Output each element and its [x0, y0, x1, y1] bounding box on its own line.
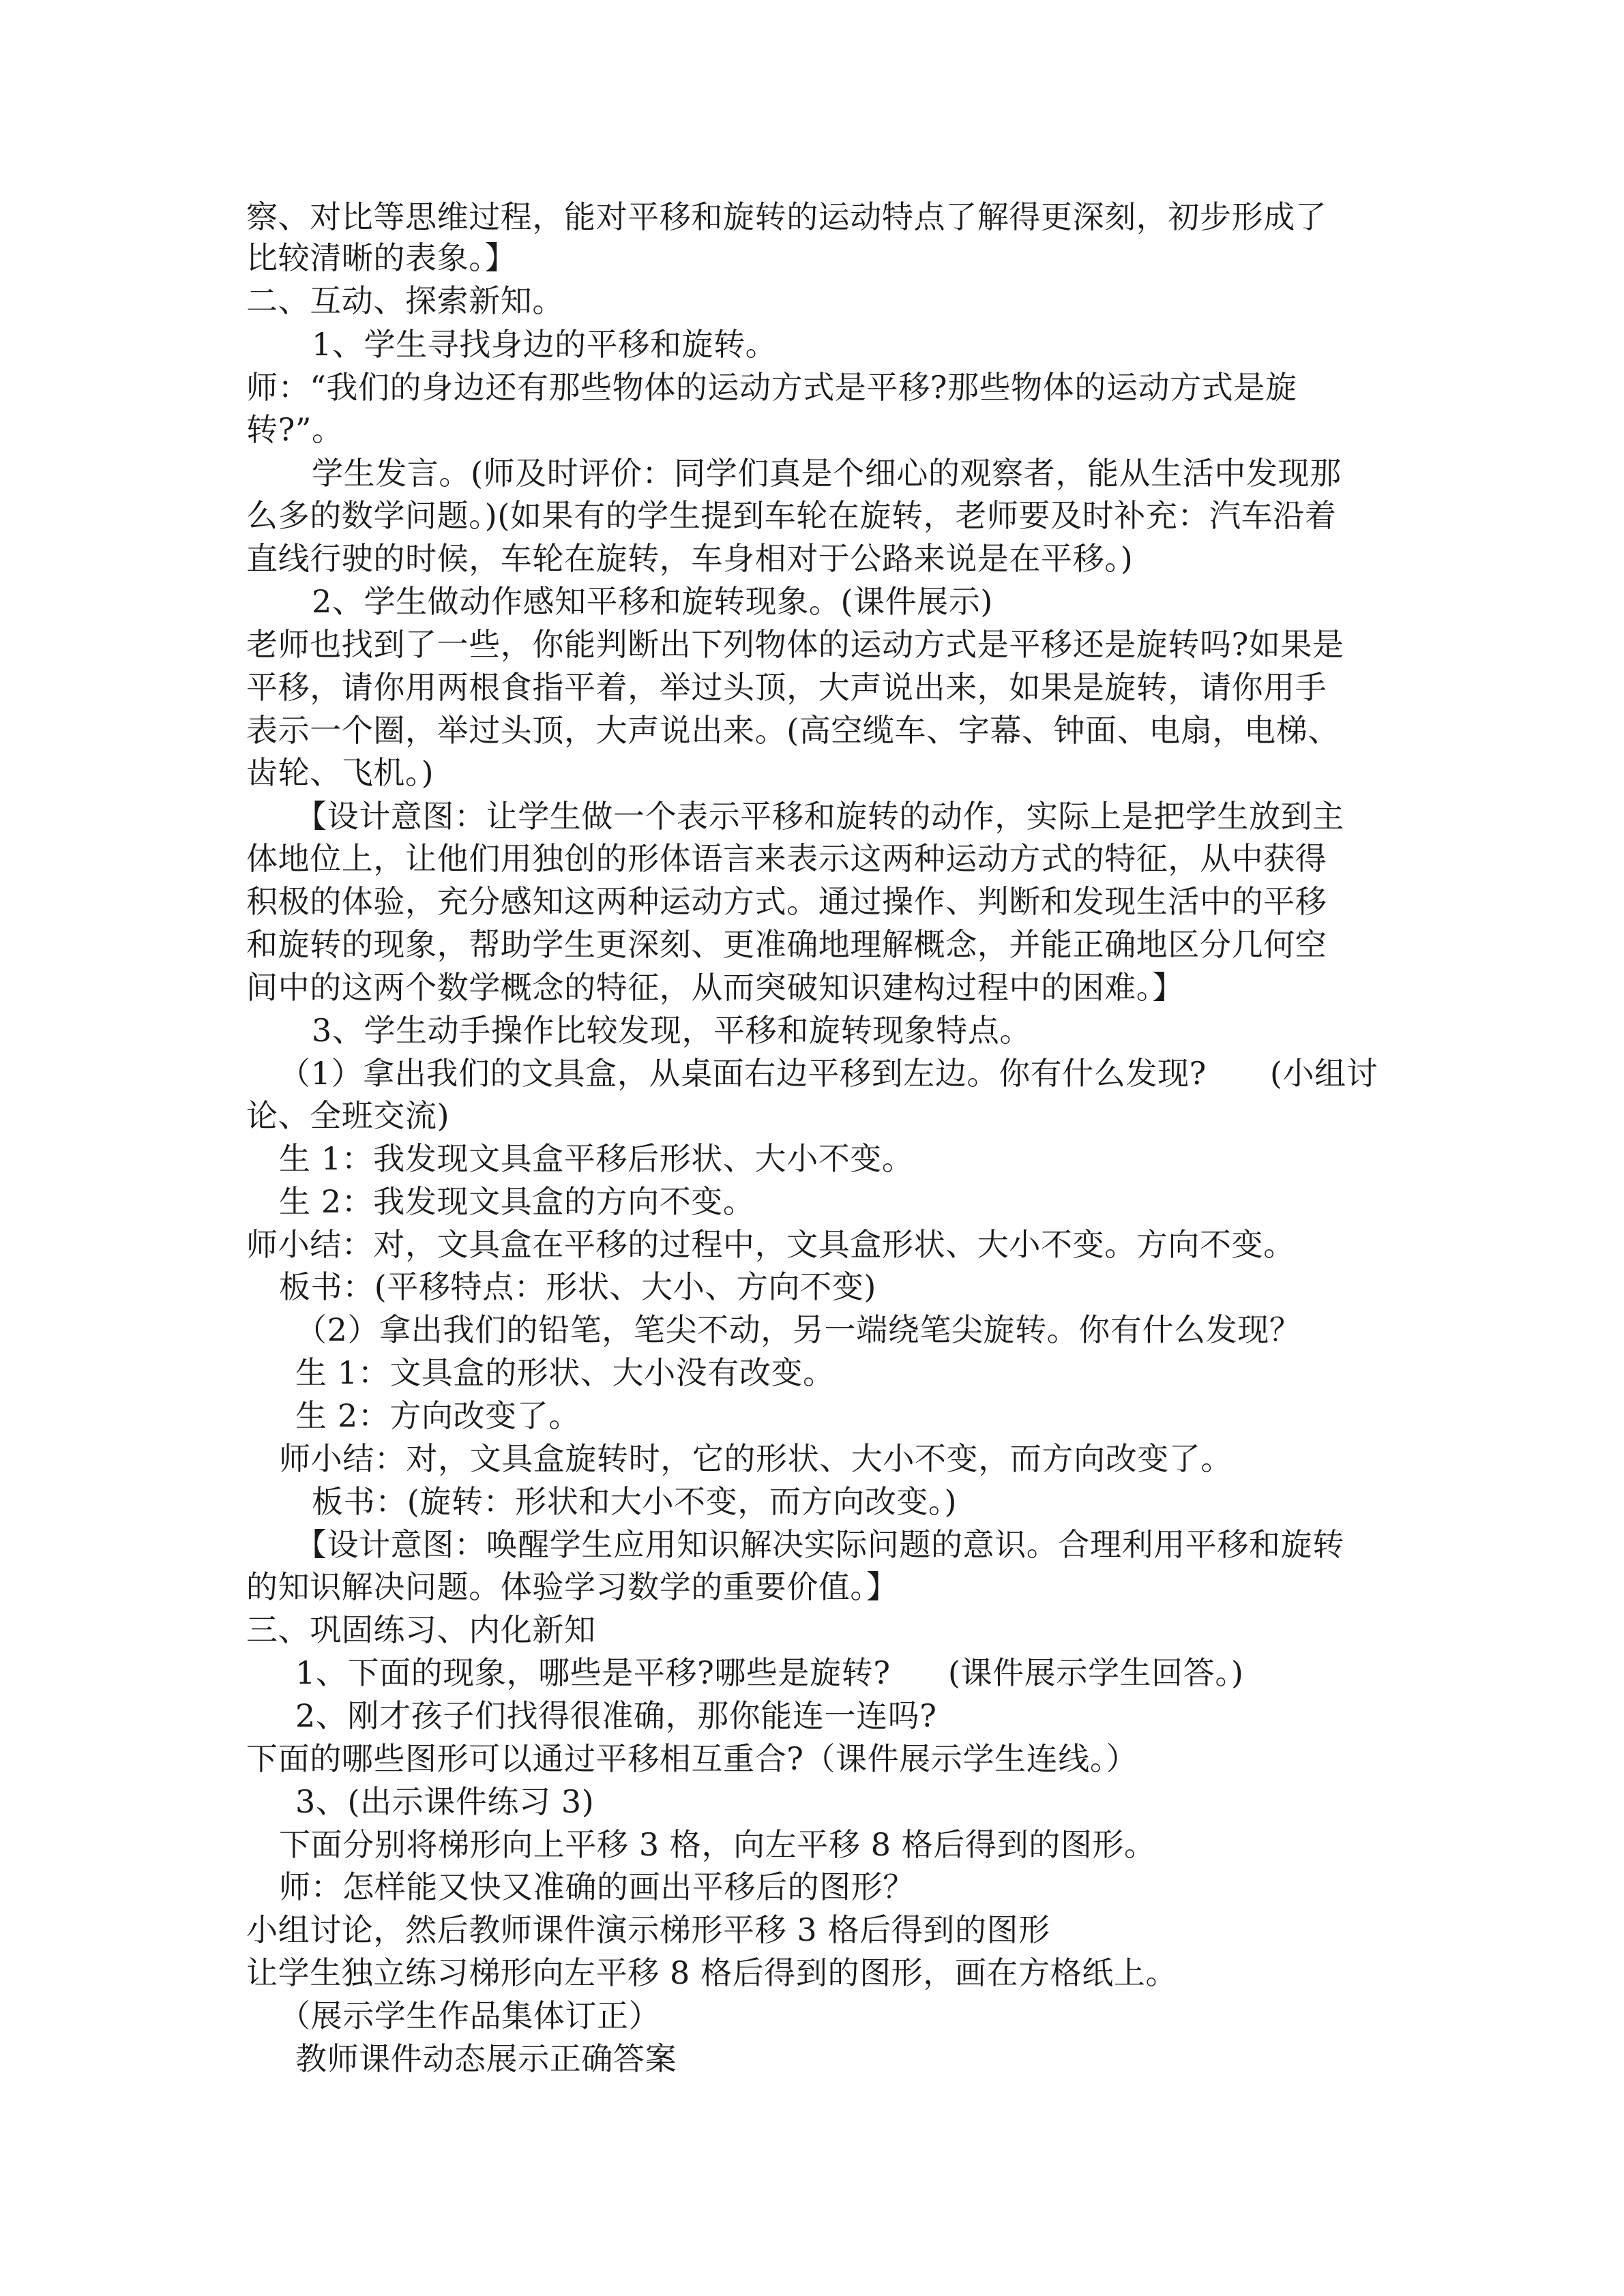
text-line: 板书：(平移特点：形状、大小、方向不变): [279, 1268, 876, 1305]
text-line: 比较清晰的表象。】: [246, 239, 517, 276]
text-line: 生 1：文具盒的形状、大小没有改变。: [295, 1354, 835, 1391]
text-line: 间中的这两个数学概念的特征，从而突破知识建构过程中的困难。】: [246, 969, 1184, 1006]
text-line: 论、全班交流): [246, 1097, 450, 1134]
text-line: (小组讨: [1270, 1055, 1378, 1092]
text-line: （展示学生作品集体订正）: [279, 1997, 661, 2034]
text-line: 师：“我们的身边还有那些物体的运动方式是平移?那些物体的运动方式是旋: [246, 369, 1297, 406]
text-line: 积极的体验，充分感知这两种运动方式。通过操作、判断和发现生活中的平移: [246, 883, 1327, 920]
text-line: 么多的数学问题。)(如果有的学生提到车轮在旋转，老师要及时补充：汽车沿着: [246, 497, 1337, 534]
design-intent-note: 【设计意图：让学生做一个表示平移和旋转的动作，实际上是把学生放到主: [295, 798, 1344, 835]
text-line: 让学生独立练习梯形向左平移 8 格后得到的图形，画在方格纸上。: [246, 1954, 1178, 1991]
text-line: 直线行驶的时候，车轮在旋转，车身相对于公路来说是在平移。): [246, 540, 1134, 577]
text-line: 体地位上，让他们用独创的形体语言来表示这两种运动方式的特征，从中获得: [246, 840, 1327, 877]
design-intent-note: 【设计意图：唤醒学生应用知识解决实际问题的意识。合理利用平移和旋转: [295, 1526, 1344, 1563]
subsection-heading: 3、学生动手操作比较发现，平移和旋转现象特点。: [312, 1012, 1032, 1049]
text-line: 2、刚才孩子们找得很准确，那你能连一连吗?: [295, 1697, 937, 1734]
text-line: 学生发言。(师及时评价：同学们真是个细心的观察者，能从生活中发现那: [312, 455, 1342, 492]
text-line: 下面分别将梯形向上平移 3 格，向左平移 8 格后得到的图形。: [279, 1826, 1156, 1863]
text-line: 和旋转的现象，帮助学生更深刻、更准确地理解概念，并能正确地区分几何空: [246, 926, 1327, 963]
text-line: （1）拿出我们的文具盒，从桌面右边平移到左边。你有什么发现?: [279, 1055, 1207, 1092]
section-heading: 二、互动、探索新知。: [246, 282, 564, 319]
text-line: 生 2：我发现文具盒的方向不变。: [279, 1183, 755, 1220]
text-line: 下面的哪些图形可以通过平移相互重合?（课件展示学生连线。）: [246, 1740, 1138, 1777]
text-line: 齿轮、飞机。): [246, 754, 434, 791]
text-line: (课件展示学生回答。): [948, 1654, 1244, 1691]
text-line: 师小结：对，文具盒在平移的过程中，文具盒形状、大小不变。方向不变。: [246, 1226, 1295, 1263]
text-line: （2）拿出我们的铅笔，笔尖不动，另一端绕笔尖旋转。你有什么发现？: [295, 1311, 1301, 1348]
text-line: 1、下面的现象，哪些是平移?哪些是旋转?: [295, 1654, 891, 1691]
section-heading: 三、巩固练习、内化新知: [246, 1611, 596, 1648]
text-line: 小组讨论，然后教师课件演示梯形平移 3 格后得到的图形: [246, 1911, 1050, 1948]
text-line: 的知识解决问题。体验学习数学的重要价值。】: [246, 1568, 898, 1605]
text-line: 师小结：对，文具盒旋转时，它的形状、大小不变，而方向改变了。: [279, 1440, 1232, 1477]
text-line: 板书：(旋转：形状和大小不变，而方向改变。): [312, 1483, 958, 1520]
subsection-heading: 1、学生寻找身边的平移和旋转。: [312, 326, 778, 363]
text-line: 平移，请你用两根食指平着，举过头顶，大声说出来，如果是旋转，请你用手: [246, 669, 1327, 706]
text-line: 表示一个圈，举过头顶，大声说出来。(高空缆车、字幕、钟面、电扇，电梯、: [246, 712, 1340, 749]
text-line: 转?”。: [246, 411, 344, 448]
text-line: 察、对比等思维过程，能对平移和旋转的运动特点了解得更深刻，初步形成了: [246, 198, 1327, 235]
text-line: 教师课件动态展示正确答案: [295, 2040, 677, 2077]
subsection-heading: 2、学生做动作感知平移和旋转现象。(课件展示): [312, 583, 993, 620]
text-line: 生 1：我发现文具盒平移后形状、大小不变。: [279, 1140, 914, 1177]
text-line: 生 2：方向改变了。: [295, 1397, 580, 1434]
text-line: 师：怎样能又快又准确的画出平移后的图形？: [279, 1868, 915, 1905]
text-line: 老师也找到了一些，你能判断出下列物体的运动方式是平移还是旋转吗?如果是: [246, 626, 1344, 663]
text-line: 3、(出示课件练习 3): [295, 1783, 595, 1820]
